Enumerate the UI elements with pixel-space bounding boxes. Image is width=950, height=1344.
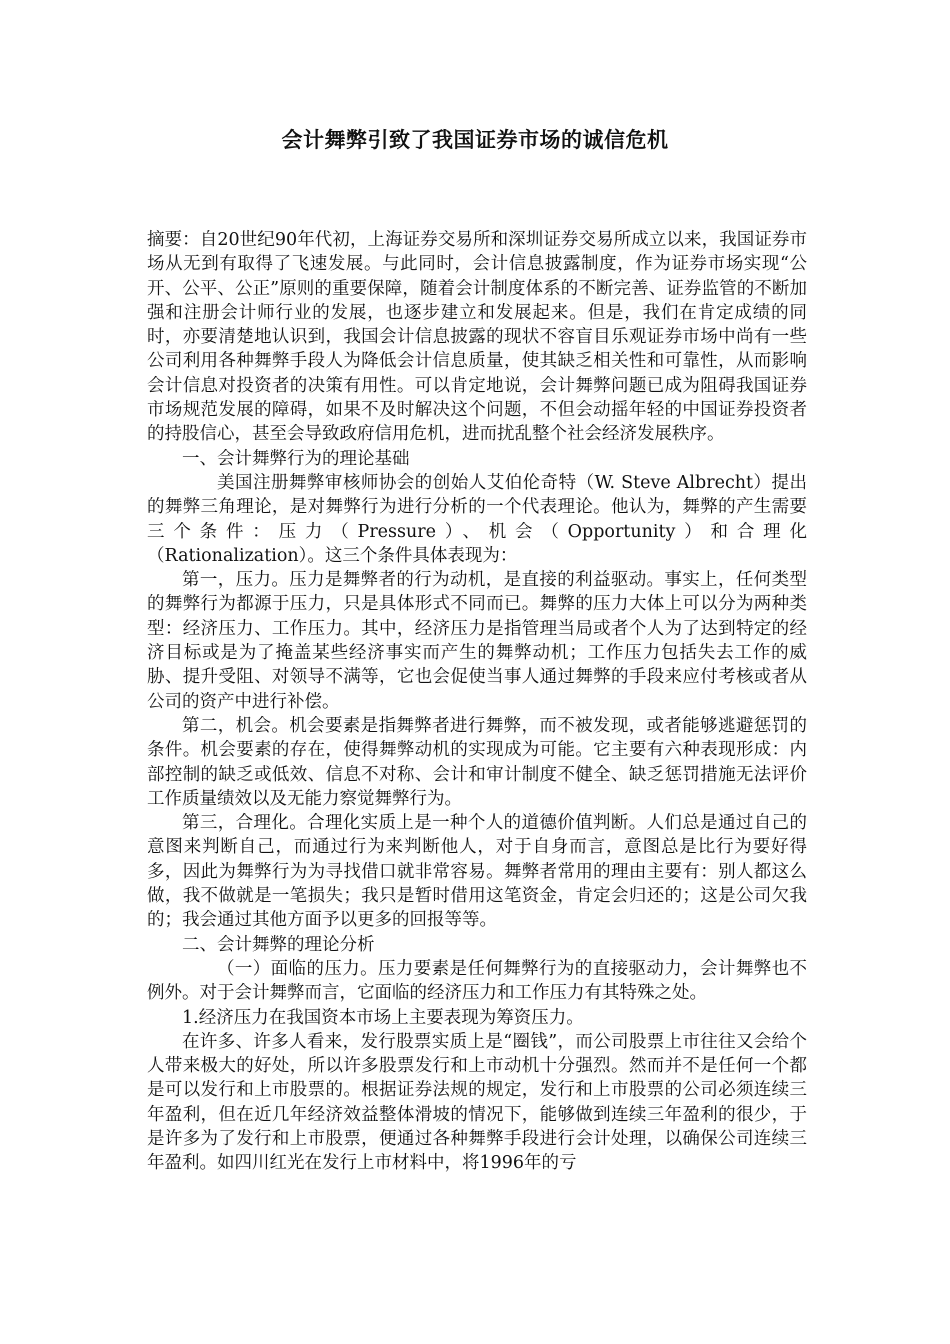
body-paragraph-rationalization: 第三，合理化。合理化实质上是一种个人的道德价值判断。人们总是通过自己的意图来判断自己，而通过行为来判断他人，对于自身而言，意图总是比行为要好得多，因此为舞弊行为为寻找借口就非常容易。舞弊者常用的理由主要有：别人都这么做，我不做就是一笔损失；我只是暂时借用这笔资金，肯定会归还的；这是公司欠我的；我会通过其他方面予以更多的回报等等。 [147,813,807,931]
document-title: 会计舞弊引致了我国证券市场的诚信危机 [281,128,669,152]
sub-heading-economic-pressure: 1.经济压力在我国资本市场上主要表现为筹资压力。 [182,1007,584,1028]
body-paragraph-theory: 美国注册舞弊审核师协会的创始人艾伯伦奇特（W. Steve Albrecht）提出的舞弊三角理论，是对舞弊行为进行分析的一个代表理论。他认为，舞弊的产生需要三个条件：压力（Pressure）、机会（Opportunity）和合理化（Rationalization）。这三个条件具体表现为： [147,472,807,566]
body-paragraph-financing: 在许多、许多人看来，发行股票实质上是“圈钱”，而公司股票上市往往又会给个人带来极大的好处，所以许多股票发行和上市动机十分强烈。然而并不是任何一个都是可以发行和上市股票的。根据证券法规的规定，发行和上市股票的公司必须连续三年盈利，但在近几年经济效益整体滑坡的情况下，能够做到连续三年盈利的很少，于是许多为了发行和上市股票，便通过各种舞弊手段进行会计处理，以确保公司连续三年盈利。如四川红光在发行上市材料中，将1996年的亏 [147,1031,807,1174]
body-paragraph-pressure: 第一，压力。压力是舞弊者的行为动机，是直接的利益驱动。事实上，任何类型的舞弊行为都源于压力，只是具体形式不同而已。舞弊的压力大体上可以分为两种类型：经济压力、工作压力。其中，经济压力是指管理当局或者个人为了达到特定的经济目标或是为了掩盖某些经济事实而产生的舞弊动机；工作压力包括失去工作的威胁、提升受阻、对领导不满等，它也会促使当事人通过舞弊的手段来应付考核或者从公司的资产中进行补偿。 [147,570,807,712]
section-heading-2: 二、会计舞弊的理论分析 [182,934,375,955]
document-body [147,228,807,1176]
body-paragraph-opportunity: 第二，机会。机会要素是指舞弊者进行舞弊，而不被发现，或者能够逃避惩罚的条件。机会要素的存在，使得舞弊动机的实现成为可能。它主要有六种表现形成：内部控制的缺乏或低效、信息不对称、会计和审计制度不健全、缺乏惩罚措施无法评价工作质量绩效以及无能力察觉舞弊行为。 [147,715,807,809]
body-paragraph-facing-pressure: （一）面临的压力。压力要素是任何舞弊行为的直接驱动力，会计舞弊也不例外。对于会计舞弊而言，它面临的经济压力和工作压力有其特殊之处。 [147,958,807,1004]
section-heading-1: 一、会计舞弊行为的理论基础 [182,448,410,469]
abstract-paragraph: 摘要：自20世纪90年代初，上海证券交易所和深圳证券交易所成立以来，我国证券市场从无到有取得了飞速发展。与此同时，会计信息披露制度，作为证券市场实现“公开、公平、公正”原则的重要保障，随着会计制度体系的不断完善、证券监管的不断加强和注册会计师行业的发展，也逐步建立和发展起来。但是，我们在肯定成绩的同时，亦要清楚地认识到，我国会计信息披露的现状不容盲目乐观证券市场中尚有一些公司利用各种舞弊手段人为降低会计信息质量，使其缺乏相关性和可靠性，从而影响会计信息对投资者的决策有用性。可以肯定地说，会计舞弊问题已成为阻碍我国证券市场规范发展的障碍，如果不及时解决这个问题，不但会动摇年轻的中国证券投资者的持股信心，甚至会导致政府信用危机，进而扰乱整个社会经济发展秩序。 [147,230,807,445]
